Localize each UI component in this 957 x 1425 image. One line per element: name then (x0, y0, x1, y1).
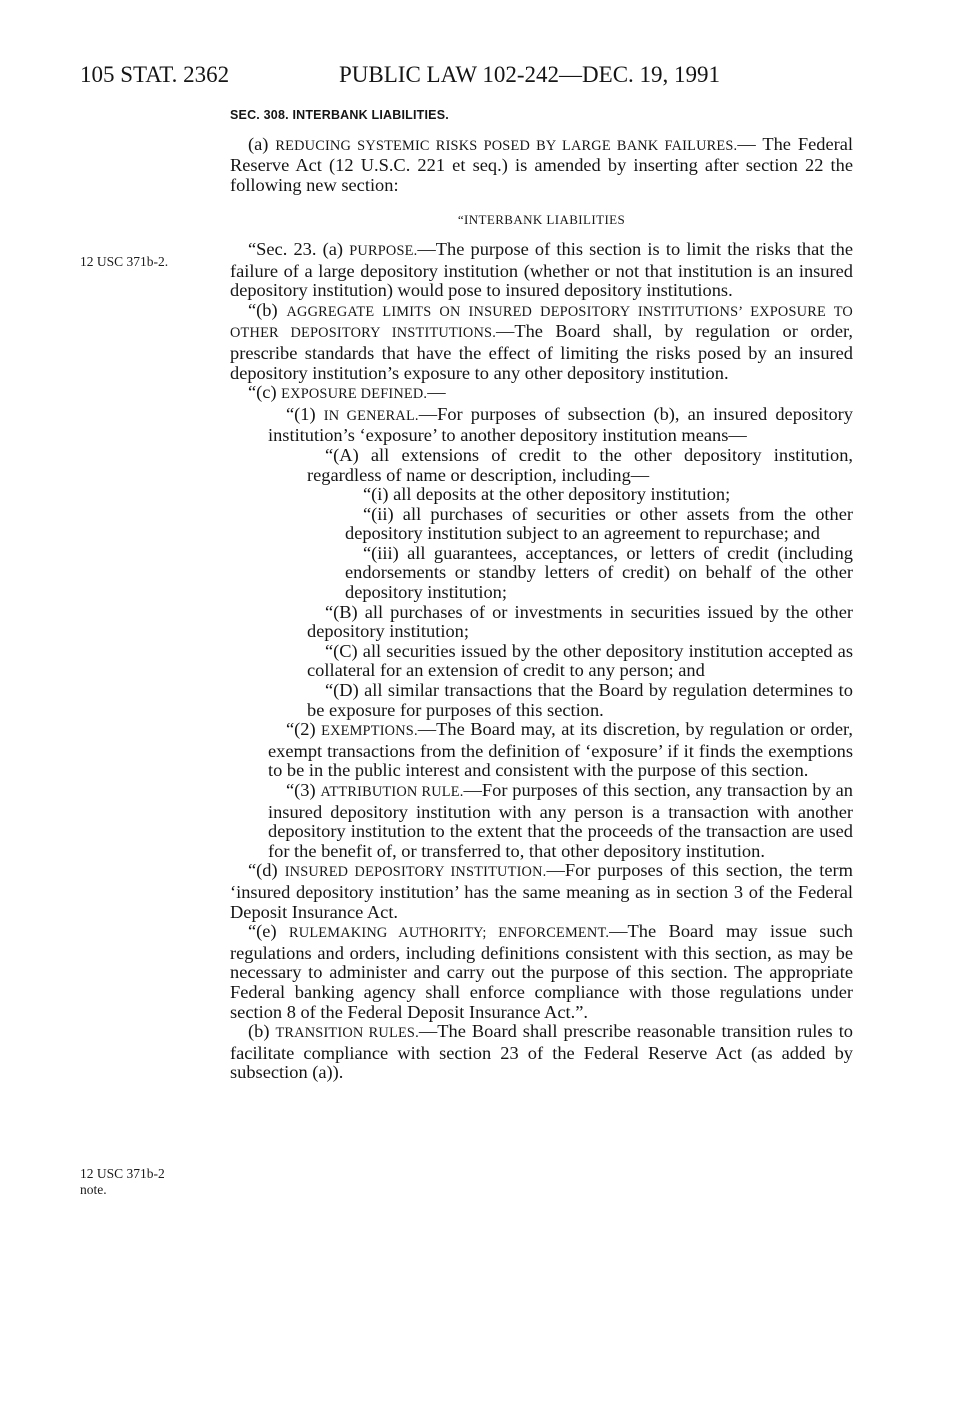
transition-rules-heading: TRANSITION RULES. (275, 1025, 419, 1042)
inserted-section-heading: “INTERBANK LIABILITIES (457, 212, 626, 228)
subsection-e-heading: RULEMAKING AUTHORITY; ENFORCEMENT. (289, 925, 610, 942)
margin-note-note-line: note. (80, 1182, 107, 1197)
paragraph-c2: “(2) EXEMPTIONS.—The Board may, at its discretion, by regulation or order, exempt transactions from the definition of ‘exposure’ if it finds the exemptions to be in the public interest and consistent with the purpose of this section. (268, 719, 853, 781)
sec23-purpose: “Sec. 23. (a) PURPOSE.—The purpose of this section is to limit the risks that the failure of a large depository institution (whether or not that institution is an insured depository institution) would pose to insured depository institutions. (230, 238, 853, 301)
public-law-citation: PUBLIC LAW 102-242—DEC. 19, 1991 (339, 62, 721, 87)
paragraph-a: (a) REDUCING SYSTEMIC RISKS POSED BY LARGE BANK FAILURES.— The Federal Reserve Act (12 U.S.C. 221 et seq.) is amended by inserting after section 22 the following new section: (230, 133, 853, 195)
paragraph-b-transition: (b) TRANSITION RULES.—The Board shall prescribe reasonable transition rules to facilitate compliance with section 23 of the Federal Reserve Act (as added by subsection (a)). (230, 1021, 853, 1083)
paragraph-c3-heading: ATTRIBUTION RULE. (320, 784, 464, 800)
clause-ii: “(ii) all purchases of securities or other assets from the other depository institution subject to an agreement to repurchase; and (345, 503, 853, 544)
subsection-b: “(b) AGGREGATE LIMITS ON INSURED DEPOSITORY INSTITUTIONS’ EXPOSURE TO OTHER DEPOSITORY INSTITUTIONS.—The Board shall, by regulation or order, prescribe standards that have the effect of limiting the risks posed by an insured depository institution’s exposure to any other depository institution. (230, 299, 853, 383)
page-header (80, 62, 840, 92)
subsection-c-heading: EXPOSURE DEFINED. (281, 386, 428, 403)
subsection-e: “(e) RULEMAKING AUTHORITY; ENFORCEMENT.—The Board may issue such regulations and orders, including definitions consistent with this section, as may be necessary to administer and carry out the purpose of this section. The appropriate Federal banking agency shall enforce compliance with those regulations under section 8 of the Federal Deposit Insurance Act.”. (230, 921, 853, 1022)
margin-note-usc: 12 USC 371b-2. (80, 254, 169, 269)
subparagraph-D: “(D) all similar transactions that the Board by regulation determines to be exposure for purposes of this section. (307, 680, 853, 720)
subparagraph-C: “(C) all securities issued by the other depository institution accepted as collateral for an extension of credit to any person; and (307, 640, 853, 681)
subsection-d-heading: INSURED DEPOSITORY INSTITUTION. (284, 864, 547, 881)
subsection-d: “(d) INSURED DEPOSITORY INSTITUTION.—For purposes of this section, the term ‘insured depository institution’ has the same meaning as in section 3 of the Federal Deposit Insurance Act. (230, 860, 853, 922)
subparagraph-A: “(A) all extensions of credit to the other depository institution, regardless of name or description, including— (307, 444, 853, 485)
margin-note-usc-line: 12 USC 371b-2 (80, 1166, 165, 1181)
statute-page-number: 105 STAT. 2362 (80, 62, 230, 87)
subsection-c: “(c) EXPOSURE DEFINED.— (248, 382, 446, 403)
subsection-b-heading: AGGREGATE LIMITS ON INSURED DEPOSITORY INSTITUTIONS’ EXPOSURE TO OTHER DEPOSITORY INSTITUTIONS. (230, 303, 853, 342)
paragraph-c1: “(1) IN GENERAL.—For purposes of subsection (b), an insured depository institution’s ‘exposure’ to another depository institution means— (268, 403, 854, 446)
main-text (230, 106, 853, 1083)
paragraph-c1-heading: IN GENERAL. (323, 407, 419, 424)
paragraph-c3: “(3) ATTRIBUTION RULE.—For purposes of this section, any transaction by an insured depository institution with any person is a transaction with another depository institution to the extent that the proceeds of the transaction are used for the benefit of, or transferred to, that other depository institution. (268, 780, 853, 861)
section-heading: SEC. 308. INTERBANK LIABILITIES. (230, 108, 449, 122)
purpose-heading: PURPOSE. (349, 242, 418, 259)
subparagraph-B: “(B) all purchases of or investments in securities issued by the other depository institution; (307, 601, 853, 642)
clause-iii: “(iii) all guarantees, acceptances, or letters of credit (including endorsements or standby letters of credit) on behalf of the other depository institution; (345, 542, 853, 603)
margin-note-usc-note (80, 1166, 165, 1198)
paragraph-a-heading: REDUCING SYSTEMIC RISKS POSED BY LARGE BANK FAILURES. (275, 137, 738, 154)
paragraph-c2-heading: EXEMPTIONS. (321, 723, 418, 740)
clause-i: “(i) all deposits at the other depository institution; (363, 484, 731, 505)
